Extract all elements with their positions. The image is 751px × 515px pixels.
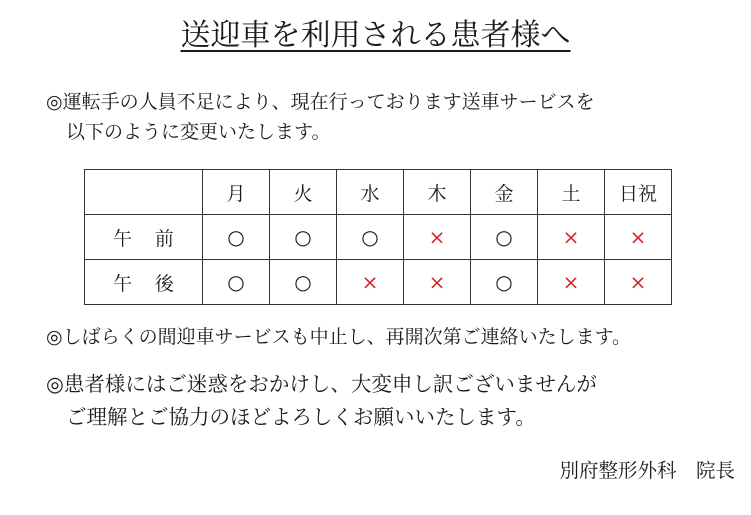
day-header-thu: 木 <box>404 170 471 215</box>
schedule-corner-cell <box>85 170 203 215</box>
mark-afternoon-sun-holiday: × <box>605 260 672 305</box>
mark-morning-sun-holiday: × <box>605 215 672 260</box>
row-label-morning: 午前 <box>85 215 203 260</box>
day-header-sat: 土 <box>538 170 605 215</box>
row-label-afternoon: 午後 <box>85 260 203 305</box>
mark-morning-fri: ○ <box>471 215 538 260</box>
page-title-text: 送迎車を利用される患者様へ <box>180 18 571 53</box>
day-header-tue: 火 <box>270 170 337 215</box>
mark-afternoon-mon: ○ <box>203 260 270 305</box>
clinic-signature: 別府整形外科 院長 <box>559 459 735 482</box>
page-title <box>0 16 751 56</box>
mark-afternoon-tue: ○ <box>270 260 337 305</box>
mark-afternoon-fri: ○ <box>471 260 538 305</box>
notice-apology <box>46 368 597 434</box>
day-header-mon: 月 <box>203 170 270 215</box>
mark-morning-sat: × <box>538 215 605 260</box>
mark-morning-mon: ○ <box>203 215 270 260</box>
day-header-sun-holiday: 日祝 <box>605 170 672 215</box>
mark-morning-tue: ○ <box>270 215 337 260</box>
notice-service-change-line2: 以下のように変更いたします。 <box>66 121 331 143</box>
mark-afternoon-thu: × <box>404 260 471 305</box>
notice-apology-line2: ご理解とご協力のほどよろしくお願いいたします。 <box>66 405 536 429</box>
notice-pickup-suspended: ◎しばらくの間迎車サービスも中止し、再開次第ご連絡いたします。 <box>46 326 632 348</box>
mark-morning-thu: × <box>404 215 471 260</box>
notice-service-change-line1: ◎運転手の人員不足により、現在行っております送車サービスを <box>46 91 595 113</box>
day-header-wed: 水 <box>337 170 404 215</box>
mark-morning-wed: ○ <box>337 215 404 260</box>
schedule-table <box>84 169 672 305</box>
mark-afternoon-sat: × <box>538 260 605 305</box>
schedule-row-afternoon <box>85 260 672 305</box>
notice-service-change <box>46 87 595 147</box>
mark-afternoon-wed: × <box>337 260 404 305</box>
schedule-row-morning <box>85 215 672 260</box>
notice-apology-line1: ◎患者様にはご迷惑をおかけし、大変申し訳ございませんが <box>46 372 597 396</box>
schedule-header-row <box>85 170 672 215</box>
day-header-fri: 金 <box>471 170 538 215</box>
